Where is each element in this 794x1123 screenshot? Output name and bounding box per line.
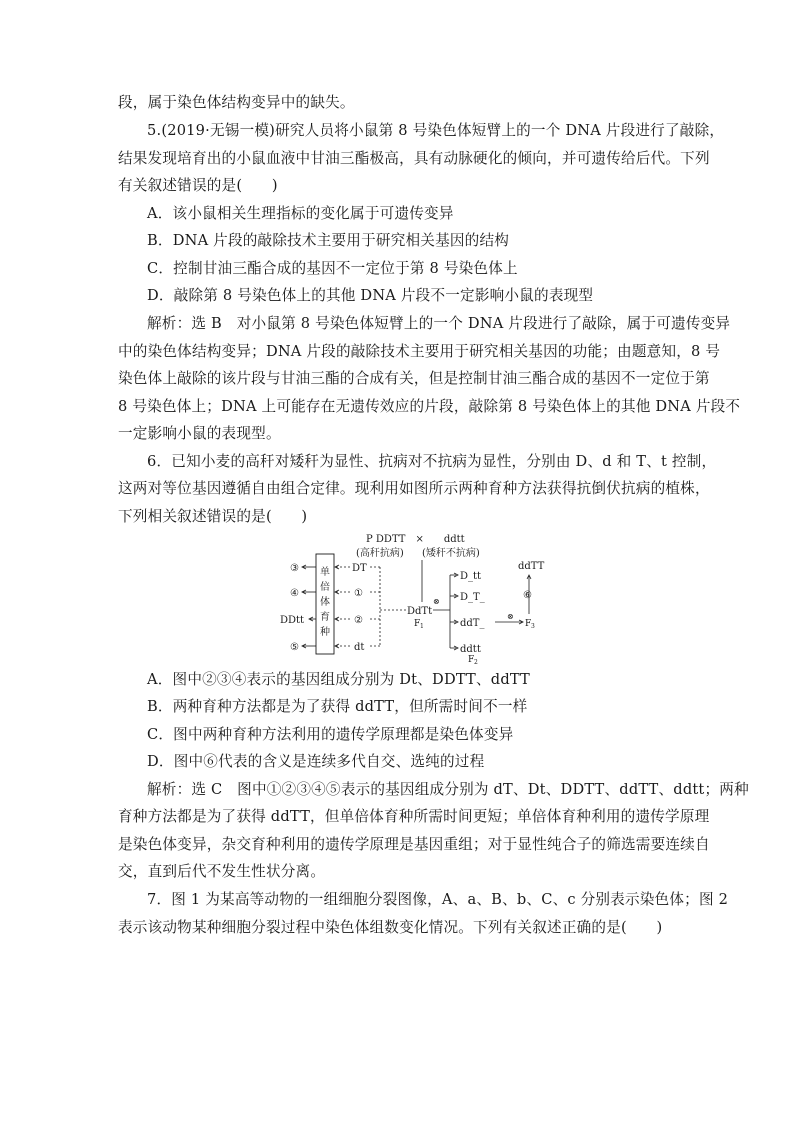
text-line: 表示该动物某种细胞分裂过程中染色体组数变化情况。下列有关叙述正确的是( ) — [118, 919, 663, 936]
result-3: ③ — [290, 563, 299, 574]
text-line: 段，属于染色体结构变异中的缺失。 — [118, 94, 355, 111]
box-char: 种 — [320, 627, 330, 638]
target-ddtt: ddTT — [518, 561, 545, 572]
question-7-stem: 7．图 1 为某高等动物的一组细胞分裂图像，A、a、B、b、C、c 分别表示染色体；图 2 — [147, 891, 729, 908]
question-6-stem: 6．已知小麦的高秆对矮秆为显性、抗病对不抗病为显性，分别由 D、d 和 T、t 控制， — [147, 453, 717, 470]
f1-genotype: DdTt — [407, 606, 433, 617]
text-line: 8 号染色体上；DNA 上可能存在无遗传效应的片段，敲除第 8 号染色体上的其他 DNA 片段不 — [118, 398, 741, 415]
result-5: ⑤ — [290, 642, 299, 653]
breeding-diagram — [270, 532, 560, 666]
box-char: 倍 — [320, 582, 330, 593]
gamete-dt-upper: DT — [352, 563, 367, 574]
option-c: C．图中两种育种方法利用的遗传学原理都是染色体变异 — [147, 726, 514, 743]
text-line: 是染色体变异，杂交育种利用的遗传学原理是基因重组；对于显性纯合子的筛选需要连续自 — [118, 836, 710, 853]
option-c: C．控制甘油三酯合成的基因不一定位于第 8 号染色体上 — [147, 260, 518, 277]
option-b: B．两种育种方法都是为了获得 ddTT，但所需时间不一样 — [147, 698, 528, 715]
box-char: 体 — [320, 597, 330, 608]
question-5-stem: 5.(2019·无锡一模)研究人员将小鼠第 8 号染色体短臂上的一个 DNA 片段进行了敲除， — [147, 122, 725, 139]
analysis-5: 解析：选 B 对小鼠第 8 号染色体短臂上的一个 DNA 片段进行了敲除，属于可遗传变异 — [147, 315, 731, 332]
box-char: 育 — [320, 612, 330, 623]
text-line: 中的染色体结构变异；DNA 片段的敲除技术主要用于研究相关基因的功能；由题意知，8 号 — [118, 343, 721, 360]
gamete-1: ① — [354, 588, 363, 599]
text-line: 交，直到后代不发生性状分离。 — [118, 863, 326, 880]
text-line: 一定影响小鼠的表现型。 — [118, 425, 281, 442]
text-line: 这两对等位基因遵循自由组合定律。现利用如图所示两种育种方法获得抗倒伏抗病的植株， — [118, 480, 710, 497]
analysis-6: 解析：选 C 图中①②③④⑤表示的基因组成分别为 dT、Dt、DDTT、ddTT、ddtt；两种 — [147, 781, 749, 798]
parent1-phenotype: (高秆抗病) — [356, 548, 404, 559]
f1-label: F — [414, 619, 421, 629]
text-line: 有关叙述错误的是( ) — [118, 177, 278, 194]
f2-d-t: D_T_ — [460, 592, 485, 603]
f3-label: F — [525, 619, 532, 629]
text-line: 染色体上敲除的该片段与甘油三酯的合成有关，但是控制甘油三酯合成的基因不一定位于第 — [118, 370, 710, 387]
f1-sub: 1 — [420, 623, 424, 630]
option-a: A．该小鼠相关生理指标的变化属于可遗传变异 — [147, 205, 454, 222]
option-a: A．图中②③④表示的基因组成分别为 Dt、DDTT、ddTT — [147, 671, 530, 688]
text-line: 下列相关叙述错误的是( ) — [118, 508, 308, 525]
gamete-2: ② — [354, 615, 363, 626]
f2-ddtt: ddtt — [460, 644, 481, 655]
option-d: D．图中⑥代表的含义是连续多代自交、选纯的过程 — [147, 753, 485, 770]
f2-ddt: ddT_ — [460, 618, 485, 629]
f2-d-tt: D_tt — [460, 571, 482, 582]
result-4: ④ — [290, 588, 299, 599]
f2-label: F — [468, 655, 475, 665]
parent2-phenotype: (矮秆不抗病) — [422, 548, 480, 559]
text-line: 结果发现培育出的小鼠血液中甘油三酯极高，具有动脉硬化的倾向，并可遗传给后代。下列 — [118, 150, 710, 167]
f2-sub: 2 — [474, 659, 478, 666]
step-6: ⑥ — [523, 590, 532, 601]
f3-sub: 3 — [531, 623, 535, 630]
parent-cross: P DDTT × ddtt — [366, 534, 465, 545]
option-d: D．敲除第 8 号染色体上的其他 DNA 片段不一定影响小鼠的表现型 — [147, 287, 594, 304]
text-line: 育种方法都是为了获得 ddTT，但单倍体育种所需时间更短；单倍体育种利用的遗传学原理 — [118, 808, 710, 825]
selfing-symbol-2: ⊗ — [507, 612, 514, 621]
option-b: B．DNA 片段的敲除技术主要用于研究相关基因的结构 — [147, 232, 510, 249]
result-ddtt: DDtt — [280, 615, 305, 626]
gamete-dt-lower: dt — [354, 642, 365, 653]
box-char: 单 — [320, 567, 330, 578]
selfing-symbol: ⊗ — [433, 597, 440, 606]
